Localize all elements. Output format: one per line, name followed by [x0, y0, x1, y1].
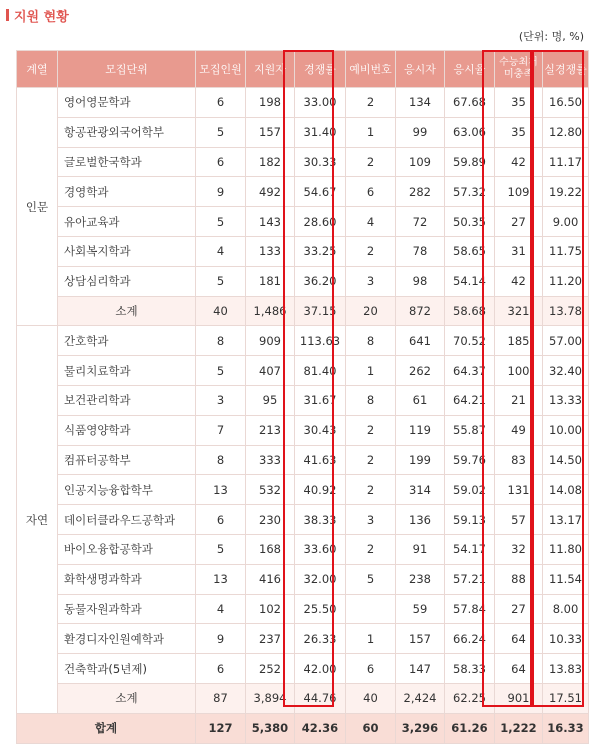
table-cell: 2: [346, 147, 396, 177]
table-cell: 6: [196, 147, 246, 177]
table-cell: 54.17: [445, 534, 495, 564]
table-cell: 13.78: [543, 296, 589, 326]
section-title-text: 지원 현황: [14, 9, 69, 25]
table-cell: 5: [196, 356, 246, 386]
table-cell: 282: [396, 177, 445, 207]
table-cell: 64.21: [445, 385, 495, 415]
table-cell: 8.00: [543, 594, 589, 624]
table-cell: 58.65: [445, 236, 495, 266]
table-cell: 16.50: [543, 88, 589, 118]
table-cell: 532: [246, 475, 295, 505]
table-cell: 49: [495, 415, 543, 445]
department-name: 글로벌한국학과: [58, 147, 196, 177]
table-cell: 17.51: [543, 683, 589, 713]
department-name: 물리치료학과: [58, 356, 196, 386]
table-cell: 238: [396, 564, 445, 594]
table-cell: 5: [196, 117, 246, 147]
table-cell: 67.68: [445, 88, 495, 118]
table-cell: 314: [396, 475, 445, 505]
table-cell: 1: [346, 624, 396, 654]
table-cell: 88: [495, 564, 543, 594]
table-cell: 36.20: [295, 266, 346, 296]
table-cell: 1,486: [246, 296, 295, 326]
table-cell: 13: [196, 564, 246, 594]
table-cell: 61: [396, 385, 445, 415]
table-cell: 102: [246, 594, 295, 624]
table-cell: 213: [246, 415, 295, 445]
table-cell: 61.26: [445, 713, 495, 743]
table-cell: 5: [196, 266, 246, 296]
table-cell: 27: [495, 594, 543, 624]
table-cell: 37.15: [295, 296, 346, 326]
department-name: 건축학과(5년제): [58, 654, 196, 684]
table-cell: 63.06: [445, 117, 495, 147]
table-cell: 5: [346, 564, 396, 594]
table-cell: 416: [246, 564, 295, 594]
table-cell: 55.87: [445, 415, 495, 445]
table-row: [17, 415, 589, 445]
table-cell: 5,380: [246, 713, 295, 743]
department-name: 데이터클라우드공학과: [58, 505, 196, 535]
table-cell: 4: [346, 207, 396, 237]
table-cell: 2: [346, 445, 396, 475]
table-cell: 30.43: [295, 415, 346, 445]
group-label: 인문: [17, 88, 58, 326]
table-cell: 134: [396, 88, 445, 118]
table-cell: 6: [346, 654, 396, 684]
table-cell: 8: [346, 326, 396, 356]
table-cell: 641: [396, 326, 445, 356]
table-cell: [346, 594, 396, 624]
table-cell: 199: [396, 445, 445, 475]
table-cell: 7: [196, 415, 246, 445]
total-row: [17, 713, 589, 743]
table-cell: 95: [246, 385, 295, 415]
table-cell: 32.00: [295, 564, 346, 594]
table-cell: 59.13: [445, 505, 495, 535]
table-cell: 119: [396, 415, 445, 445]
table-cell: 8: [346, 385, 396, 415]
table-cell: 8: [196, 326, 246, 356]
table-row: [17, 236, 589, 266]
table-row: [17, 117, 589, 147]
table-cell: 230: [246, 505, 295, 535]
table-cell: 136: [396, 505, 445, 535]
department-name: 경영학과: [58, 177, 196, 207]
column-header: 수능최저 미충족: [495, 51, 543, 88]
table-cell: 32: [495, 534, 543, 564]
column-header: 예비번호: [346, 51, 396, 88]
table-cell: 133: [246, 236, 295, 266]
table-cell: 58.33: [445, 654, 495, 684]
table-row: [17, 654, 589, 684]
group-label: 자연: [17, 326, 58, 713]
table-cell: 13.33: [543, 385, 589, 415]
table-cell: 262: [396, 356, 445, 386]
table-cell: 40: [196, 296, 246, 326]
table-cell: 11.75: [543, 236, 589, 266]
department-name: 화학생명과학과: [58, 564, 196, 594]
table-cell: 21: [495, 385, 543, 415]
table-cell: 58.68: [445, 296, 495, 326]
department-name: 간호학과: [58, 326, 196, 356]
table-cell: 4: [196, 236, 246, 266]
table-row: [17, 505, 589, 535]
table-cell: 33.00: [295, 88, 346, 118]
table-cell: 91: [396, 534, 445, 564]
table-cell: 64.37: [445, 356, 495, 386]
table-row: [17, 564, 589, 594]
table-row: [17, 177, 589, 207]
table-cell: 50.35: [445, 207, 495, 237]
table-cell: 57: [495, 505, 543, 535]
table-cell: 3: [346, 266, 396, 296]
table-cell: 27: [495, 207, 543, 237]
table-cell: 1,222: [495, 713, 543, 743]
subtotal-row: [17, 683, 589, 713]
table-cell: 38.33: [295, 505, 346, 535]
table-cell: 181: [246, 266, 295, 296]
table-cell: 321: [495, 296, 543, 326]
table-cell: 872: [396, 296, 445, 326]
total-label: 합계: [17, 713, 196, 743]
table-cell: 1: [346, 117, 396, 147]
table-cell: 252: [246, 654, 295, 684]
table-cell: 168: [246, 534, 295, 564]
table-cell: 33.25: [295, 236, 346, 266]
column-header: 응시율: [445, 51, 495, 88]
table-cell: 407: [246, 356, 295, 386]
department-name: 환경디자인원예학과: [58, 624, 196, 654]
table-cell: 66.24: [445, 624, 495, 654]
table-cell: 42.36: [295, 713, 346, 743]
table-cell: 333: [246, 445, 295, 475]
table-cell: 25.50: [295, 594, 346, 624]
table-cell: 2: [346, 236, 396, 266]
table-cell: 1: [346, 356, 396, 386]
department-name: 상담심리학과: [58, 266, 196, 296]
table-cell: 10.33: [543, 624, 589, 654]
table-cell: 198: [246, 88, 295, 118]
table-cell: 2,424: [396, 683, 445, 713]
table-row: [17, 624, 589, 654]
table-cell: 42: [495, 147, 543, 177]
table-cell: 6: [196, 88, 246, 118]
subtotal-label: 소계: [58, 683, 196, 713]
table-cell: 33.60: [295, 534, 346, 564]
table-cell: 62.25: [445, 683, 495, 713]
table-cell: 127: [196, 713, 246, 743]
department-name: 바이오융합공학과: [58, 534, 196, 564]
table-cell: 109: [495, 177, 543, 207]
table-cell: 157: [246, 117, 295, 147]
table-cell: 12.80: [543, 117, 589, 147]
table-cell: 64: [495, 654, 543, 684]
table-row: [17, 475, 589, 505]
table-cell: 100: [495, 356, 543, 386]
table-cell: 11.20: [543, 266, 589, 296]
column-header: 경쟁률: [295, 51, 346, 88]
table-cell: 54.67: [295, 177, 346, 207]
table-cell: 3: [346, 505, 396, 535]
table-cell: 4: [196, 594, 246, 624]
table-cell: 13: [196, 475, 246, 505]
table-cell: 59.89: [445, 147, 495, 177]
table-cell: 185: [495, 326, 543, 356]
table-cell: 16.33: [543, 713, 589, 743]
department-name: 항공관광외국어학부: [58, 117, 196, 147]
table-cell: 72: [396, 207, 445, 237]
table-cell: 40.92: [295, 475, 346, 505]
table-cell: 8: [196, 445, 246, 475]
table-cell: 14.08: [543, 475, 589, 505]
table-cell: 32.40: [543, 356, 589, 386]
department-name: 식품영양학과: [58, 415, 196, 445]
department-name: 인공지능융합학부: [58, 475, 196, 505]
table-cell: 11.54: [543, 564, 589, 594]
subtotal-label: 소계: [58, 296, 196, 326]
table-cell: 60: [346, 713, 396, 743]
table-cell: 87: [196, 683, 246, 713]
department-name: 동물자원과학과: [58, 594, 196, 624]
table-cell: 28.60: [295, 207, 346, 237]
table-cell: 98: [396, 266, 445, 296]
column-header: 실경쟁률: [543, 51, 589, 88]
table-cell: 2: [346, 534, 396, 564]
table-cell: 11.80: [543, 534, 589, 564]
department-name: 보건관리학과: [58, 385, 196, 415]
table-cell: 41.63: [295, 445, 346, 475]
table-cell: 59.02: [445, 475, 495, 505]
column-header: 계열: [17, 51, 58, 88]
table-cell: 2: [346, 88, 396, 118]
table-cell: 9: [196, 177, 246, 207]
column-header: 모집단위: [58, 51, 196, 88]
table-cell: 64: [495, 624, 543, 654]
table-cell: 11.17: [543, 147, 589, 177]
table-cell: 31.67: [295, 385, 346, 415]
table-cell: 57.84: [445, 594, 495, 624]
table-cell: 9.00: [543, 207, 589, 237]
table-cell: 30.33: [295, 147, 346, 177]
table-cell: 54.14: [445, 266, 495, 296]
department-name: 영어영문학과: [58, 88, 196, 118]
table-cell: 131: [495, 475, 543, 505]
table-row: [17, 326, 589, 356]
table-cell: 31: [495, 236, 543, 266]
column-header: 모집인원: [196, 51, 246, 88]
table-cell: 99: [396, 117, 445, 147]
table-cell: 13.17: [543, 505, 589, 535]
table-cell: 6: [196, 505, 246, 535]
table-cell: 157: [396, 624, 445, 654]
table-cell: 35: [495, 88, 543, 118]
table-cell: 70.52: [445, 326, 495, 356]
column-header: 지원자: [246, 51, 295, 88]
table-cell: 492: [246, 177, 295, 207]
table-cell: 57.00: [543, 326, 589, 356]
table-cell: 109: [396, 147, 445, 177]
table-cell: 81.40: [295, 356, 346, 386]
table-cell: 57.32: [445, 177, 495, 207]
table-cell: 6: [346, 177, 396, 207]
table-cell: 182: [246, 147, 295, 177]
title-bar-icon: [6, 9, 9, 21]
department-name: 컴퓨터공학부: [58, 445, 196, 475]
table-cell: 10.00: [543, 415, 589, 445]
table-cell: 143: [246, 207, 295, 237]
table-cell: 3,894: [246, 683, 295, 713]
table-cell: 2: [346, 475, 396, 505]
table-cell: 35: [495, 117, 543, 147]
table-row: [17, 445, 589, 475]
table-row: [17, 385, 589, 415]
table-cell: 42.00: [295, 654, 346, 684]
table-cell: 5: [196, 207, 246, 237]
column-header: 응시자: [396, 51, 445, 88]
table-cell: 6: [196, 654, 246, 684]
unit-note: (단위: 명, %): [518, 30, 584, 43]
table-cell: 2: [346, 415, 396, 445]
department-name: 사회복지학과: [58, 236, 196, 266]
subtotal-row: [17, 296, 589, 326]
table-cell: 19.22: [543, 177, 589, 207]
table-row: [17, 266, 589, 296]
table-cell: 59: [396, 594, 445, 624]
table-cell: 40: [346, 683, 396, 713]
table-cell: 9: [196, 624, 246, 654]
table-row: [17, 534, 589, 564]
section-title: [6, 6, 69, 24]
department-name: 유아교육과: [58, 207, 196, 237]
table-cell: 31.40: [295, 117, 346, 147]
table-row: [17, 147, 589, 177]
table-cell: 78: [396, 236, 445, 266]
table-cell: 20: [346, 296, 396, 326]
table-cell: 901: [495, 683, 543, 713]
table-row: [17, 594, 589, 624]
table-cell: 909: [246, 326, 295, 356]
table-cell: 14.50: [543, 445, 589, 475]
table-cell: 26.33: [295, 624, 346, 654]
table-row: [17, 356, 589, 386]
table-cell: 3,296: [396, 713, 445, 743]
table-row: [17, 207, 589, 237]
table-cell: 44.76: [295, 683, 346, 713]
application-status-table: [16, 50, 589, 744]
table-cell: 3: [196, 385, 246, 415]
table-cell: 57.21: [445, 564, 495, 594]
table-cell: 147: [396, 654, 445, 684]
table-cell: 59.76: [445, 445, 495, 475]
table-cell: 5: [196, 534, 246, 564]
table-cell: 113.63: [295, 326, 346, 356]
table-cell: 42: [495, 266, 543, 296]
table-row: [17, 88, 589, 118]
table-cell: 83: [495, 445, 543, 475]
table-cell: 13.83: [543, 654, 589, 684]
table-cell: 237: [246, 624, 295, 654]
